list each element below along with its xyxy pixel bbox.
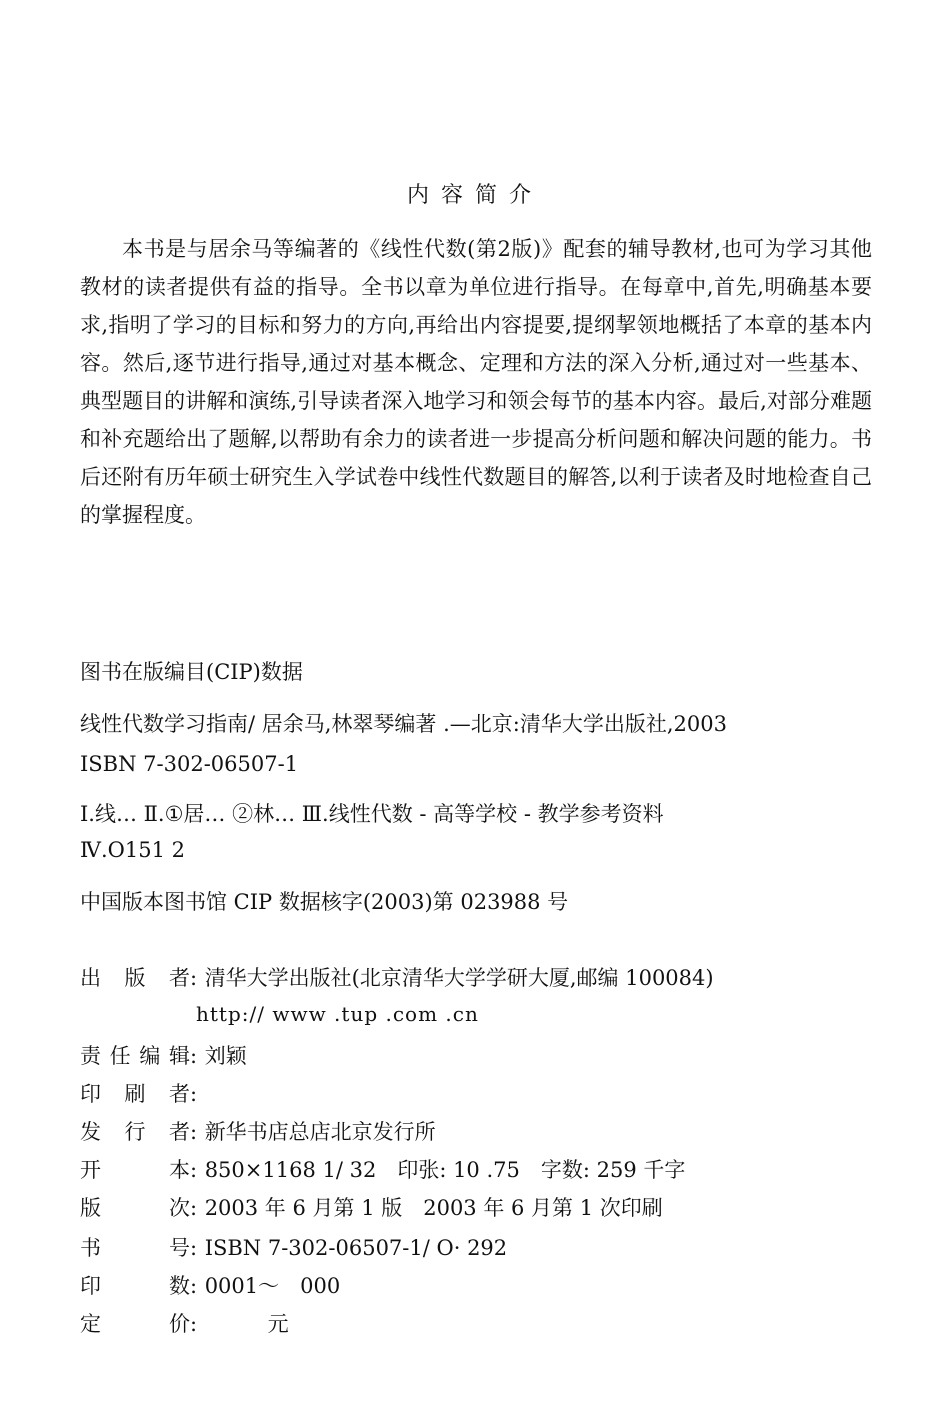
format-value: 850×1168 1/ 32 印张: 10 .75 字数: 259 千字 — [204, 1158, 686, 1182]
book-number-row — [80, 1232, 507, 1262]
price-value: 元 — [204, 1312, 289, 1336]
distributor-label: 发行者 — [80, 1120, 190, 1144]
cip-heading: 图书在版编目(CIP)数据 — [80, 660, 303, 684]
colon: : — [190, 1312, 198, 1336]
format-label: 开本 — [80, 1158, 190, 1182]
printer-row — [80, 1078, 198, 1108]
distributor-value: 新华书店总店北京发行所 — [204, 1120, 436, 1144]
distributor-row — [80, 1116, 436, 1146]
colon: : — [190, 966, 198, 990]
cip-record-line: 中国版本图书馆 CIP 数据核字(2003)第 023988 号 — [80, 890, 569, 914]
colon: : — [190, 1274, 198, 1298]
colon: : — [190, 1082, 198, 1106]
colon: : — [190, 1120, 198, 1144]
print-run-label: 印数 — [80, 1274, 190, 1298]
editor-value: 刘颖 — [204, 1044, 247, 1068]
cip-isbn-line: ISBN 7-302-06507-1 — [80, 752, 299, 776]
price-row — [80, 1308, 289, 1338]
colon: : — [190, 1236, 198, 1260]
cip-title-line: 线性代数学习指南/ 居余马,林翠琴编著 .—北京:清华大学出版社,2003 — [80, 712, 727, 736]
edition-row — [80, 1192, 663, 1222]
book-number-value: ISBN 7-302-06507-1/ O· 292 — [204, 1236, 508, 1260]
cip-classification-line: Ⅳ.O151 2 — [80, 838, 185, 862]
intro-paragraph: 本书是与居余马等编著的《线性代数(第2版)》配套的辅导教材,也可为学习其他教材的读者提供有益的指导。全书以章为单位进行指导。在每章中,首先,明确基本要求,指明了学习的目标和努力的方向,再给出内容提要,提纲挈领地概括了本章的基本内容。然后,逐节进行指导,通过对基本概念、定理和方法的深入分析,通过对一些基本、典型题目的讲解和演练,引导读者深入地学习和领会每节的基本内容。最后,对部分难题和补充题给出了题解,以帮助有余力的读者进一步提高分析问题和解决问题的能力。书后还附有历年硕士研究生入学试卷中线性代数题目的解答,以利于读者及时地检查自己的掌握程度。 — [80, 237, 872, 527]
colon: : — [190, 1044, 198, 1068]
publisher-url: http:// www .tup .com .cn — [196, 1002, 479, 1026]
print-run-row — [80, 1270, 340, 1300]
price-label: 定价 — [80, 1312, 190, 1336]
colon: : — [190, 1158, 198, 1182]
editor-row — [80, 1040, 247, 1070]
editor-label: 责任编辑 — [80, 1044, 190, 1068]
colon: : — [190, 1196, 198, 1220]
cip-subject-line: Ⅰ.线… Ⅱ.①居… ②林… Ⅲ.线性代数 - 高等学校 - 教学参考资料 — [80, 802, 664, 826]
book-number-label: 书号 — [80, 1236, 190, 1260]
intro-title: 内容简介 — [406, 183, 543, 208]
printer-label: 印刷者 — [80, 1082, 190, 1106]
edition-label: 版次 — [80, 1196, 190, 1220]
publisher-value: 清华大学出版社(北京清华大学学研大厦,邮编 100084) — [204, 966, 714, 990]
publisher-label: 出版者 — [80, 966, 190, 990]
edition-value: 2003 年 6 月第 1 版 2003 年 6 月第 1 次印刷 — [204, 1196, 663, 1220]
format-row — [80, 1154, 685, 1184]
print-run-value: 0001～ 000 — [204, 1274, 341, 1298]
publisher-row — [80, 962, 714, 992]
